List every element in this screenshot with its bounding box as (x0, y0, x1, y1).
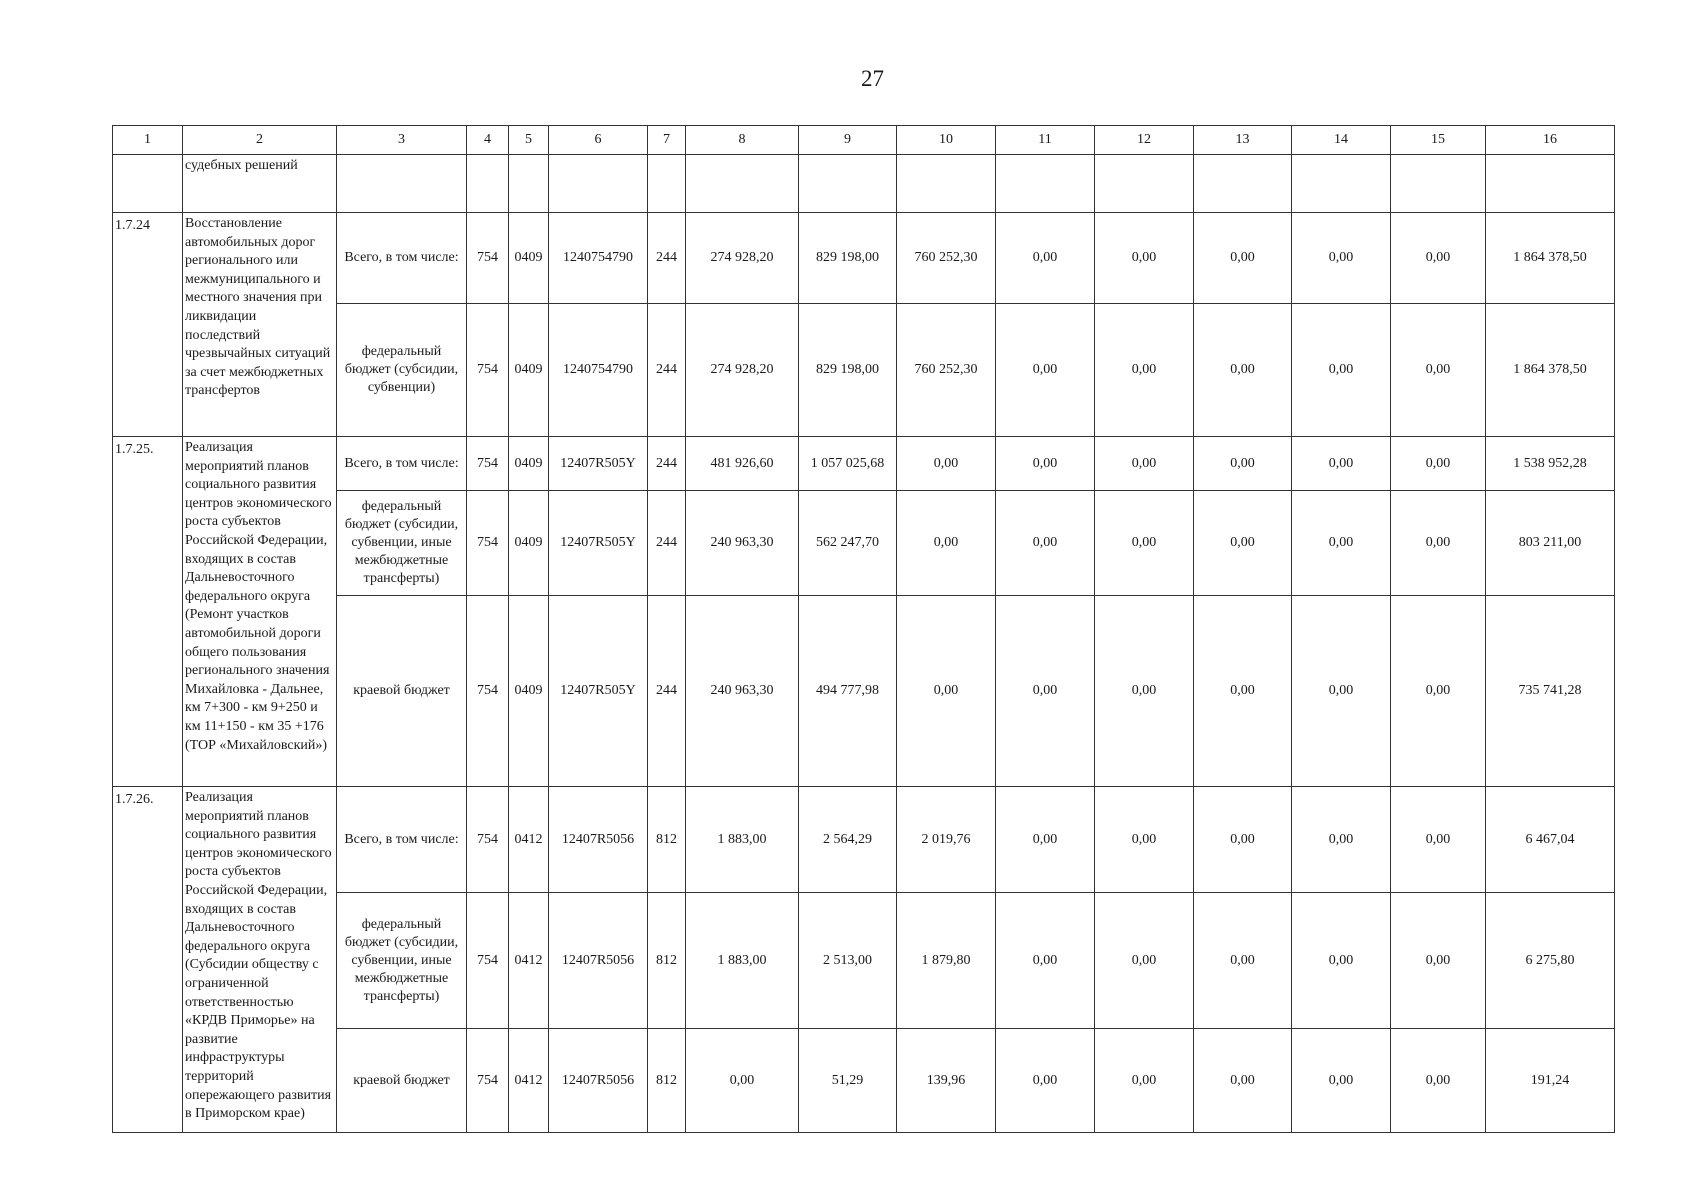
cell-c9: 829 198,00 (799, 304, 897, 437)
funding-source: краевой бюджет (337, 596, 467, 787)
cell-c5: 0409 (509, 491, 549, 596)
page-number: 27 (861, 66, 884, 91)
column-header: 11 (996, 126, 1095, 155)
cell-c16: 191,24 (1486, 1029, 1615, 1133)
table-row (113, 437, 1615, 491)
empty-cell (996, 155, 1095, 213)
funding-source: федеральный бюджет (субсидии, субвенции) (337, 304, 467, 437)
cell-c8: 240 963,30 (686, 491, 799, 596)
column-header: 16 (1486, 126, 1615, 155)
cell-c11: 0,00 (996, 1029, 1095, 1133)
cell-c10: 139,96 (897, 1029, 996, 1133)
cell-c6: 12407R5056 (549, 893, 648, 1029)
table-row (113, 213, 1615, 304)
column-header: 3 (337, 126, 467, 155)
item-name: Реализация мероприятий планов социального развития центров экономического роста субъектов Российской Федерации, входящих в состав Дальневосточного федерального округа (Субсидии обществу с ограниченной ответственностью «КРДВ Приморье» на развитие инфраструктуры территорий опережающего развития в Приморском крае) (183, 787, 337, 1133)
empty-cell (1292, 155, 1391, 213)
funding-source: федеральный бюджет (субсидии, субвенции, иные межбюджетные трансферты) (337, 491, 467, 596)
funding-source: Всего, в том числе: (337, 437, 467, 491)
cell-c8: 274 928,20 (686, 304, 799, 437)
cell-c14: 0,00 (1292, 893, 1391, 1029)
cell-c7: 244 (648, 437, 686, 491)
cell-c7: 244 (648, 596, 686, 787)
cell-c8: 274 928,20 (686, 213, 799, 304)
column-header: 13 (1194, 126, 1292, 155)
cell-c11: 0,00 (996, 596, 1095, 787)
cell-c16: 6 467,04 (1486, 787, 1615, 893)
column-header: 8 (686, 126, 799, 155)
budget-table (112, 125, 1615, 1133)
cell-c16: 6 275,80 (1486, 893, 1615, 1029)
empty-cell (1391, 155, 1486, 213)
cell-c15: 0,00 (1391, 596, 1486, 787)
cell-c8: 0,00 (686, 1029, 799, 1133)
cell-c9: 829 198,00 (799, 213, 897, 304)
cell-c7: 812 (648, 893, 686, 1029)
cell-c7: 244 (648, 213, 686, 304)
column-header: 2 (183, 126, 337, 155)
cell-c5: 0409 (509, 596, 549, 787)
cell-c12: 0,00 (1095, 596, 1194, 787)
cell-c8: 1 883,00 (686, 787, 799, 893)
cell-c6: 1240754790 (549, 304, 648, 437)
cell-c12: 0,00 (1095, 787, 1194, 893)
empty-cell (1194, 155, 1292, 213)
cell-c10: 0,00 (897, 437, 996, 491)
cell-c14: 0,00 (1292, 787, 1391, 893)
empty-cell (1095, 155, 1194, 213)
cell-c8: 481 926,60 (686, 437, 799, 491)
cell-c15: 0,00 (1391, 491, 1486, 596)
cell-c4: 754 (467, 491, 509, 596)
cell-c11: 0,00 (996, 491, 1095, 596)
cell-c8: 1 883,00 (686, 893, 799, 1029)
cell-c15: 0,00 (1391, 213, 1486, 304)
empty-cell (549, 155, 648, 213)
cell-c12: 0,00 (1095, 304, 1194, 437)
cell-c13: 0,00 (1194, 893, 1292, 1029)
cell-c12: 0,00 (1095, 893, 1194, 1029)
continuation-text: судебных решений (183, 155, 337, 213)
cell-c4: 754 (467, 213, 509, 304)
cell-c4: 754 (467, 304, 509, 437)
item-index: 1.7.24 (113, 213, 183, 437)
column-header: 4 (467, 126, 509, 155)
column-header: 9 (799, 126, 897, 155)
cell-c7: 812 (648, 787, 686, 893)
empty-cell (113, 155, 183, 213)
column-header: 12 (1095, 126, 1194, 155)
item-name: Реализация мероприятий планов социального развития центров экономического роста субъектов Российской Федерации, входящих в состав Дальневосточного федерального округа (Ремонт участков автомобильной дороги общего пользования регионального значения Михайловка - Дальнее, км 7+300 - км 9+250 и км 11+150 - км 35 +176 (ТОР «Михайловский») (183, 437, 337, 787)
cell-c16: 1 538 952,28 (1486, 437, 1615, 491)
cell-c7: 244 (648, 491, 686, 596)
cell-c9: 494 777,98 (799, 596, 897, 787)
cell-c6: 1240754790 (549, 213, 648, 304)
cell-c12: 0,00 (1095, 491, 1194, 596)
cell-c10: 760 252,30 (897, 213, 996, 304)
cell-c5: 0412 (509, 893, 549, 1029)
column-header: 6 (549, 126, 648, 155)
cell-c13: 0,00 (1194, 213, 1292, 304)
cell-c7: 244 (648, 304, 686, 437)
cell-c11: 0,00 (996, 787, 1095, 893)
cell-c16: 1 864 378,50 (1486, 213, 1615, 304)
cell-c10: 1 879,80 (897, 893, 996, 1029)
cell-c7: 812 (648, 1029, 686, 1133)
column-header: 7 (648, 126, 686, 155)
cell-c10: 760 252,30 (897, 304, 996, 437)
cell-c10: 2 019,76 (897, 787, 996, 893)
cell-c13: 0,00 (1194, 491, 1292, 596)
empty-cell (648, 155, 686, 213)
cell-c11: 0,00 (996, 304, 1095, 437)
cell-c10: 0,00 (897, 491, 996, 596)
cell-c13: 0,00 (1194, 596, 1292, 787)
item-index: 1.7.25. (113, 437, 183, 787)
cell-c5: 0409 (509, 304, 549, 437)
cell-c4: 754 (467, 893, 509, 1029)
cell-c12: 0,00 (1095, 1029, 1194, 1133)
cell-c11: 0,00 (996, 893, 1095, 1029)
cell-c6: 12407R505Y (549, 596, 648, 787)
cell-c8: 240 963,30 (686, 596, 799, 787)
empty-cell (897, 155, 996, 213)
empty-cell (467, 155, 509, 213)
cell-c15: 0,00 (1391, 893, 1486, 1029)
cell-c9: 2 564,29 (799, 787, 897, 893)
header-row (113, 126, 1615, 155)
cell-c15: 0,00 (1391, 437, 1486, 491)
cell-c11: 0,00 (996, 213, 1095, 304)
cell-c9: 51,29 (799, 1029, 897, 1133)
cell-c10: 0,00 (897, 596, 996, 787)
cell-c15: 0,00 (1391, 1029, 1486, 1133)
cell-c5: 0409 (509, 213, 549, 304)
table-row (113, 1029, 1615, 1133)
table-row (113, 491, 1615, 596)
table-row (113, 787, 1615, 893)
cell-c15: 0,00 (1391, 304, 1486, 437)
cell-c5: 0412 (509, 787, 549, 893)
cell-c5: 0412 (509, 1029, 549, 1133)
table-row (113, 304, 1615, 437)
cell-c6: 12407R505Y (549, 437, 648, 491)
cell-c16: 1 864 378,50 (1486, 304, 1615, 437)
continuation-row (113, 155, 1615, 213)
item-index: 1.7.26. (113, 787, 183, 1133)
empty-cell (337, 155, 467, 213)
cell-c14: 0,00 (1292, 437, 1391, 491)
cell-c6: 12407R5056 (549, 787, 648, 893)
cell-c16: 735 741,28 (1486, 596, 1615, 787)
cell-c14: 0,00 (1292, 491, 1391, 596)
empty-cell (509, 155, 549, 213)
funding-source: краевой бюджет (337, 1029, 467, 1133)
column-header: 15 (1391, 126, 1486, 155)
column-header: 14 (1292, 126, 1391, 155)
cell-c4: 754 (467, 437, 509, 491)
empty-cell (686, 155, 799, 213)
cell-c12: 0,00 (1095, 213, 1194, 304)
cell-c12: 0,00 (1095, 437, 1194, 491)
cell-c6: 12407R505Y (549, 491, 648, 596)
cell-c14: 0,00 (1292, 596, 1391, 787)
column-header: 10 (897, 126, 996, 155)
cell-c13: 0,00 (1194, 437, 1292, 491)
cell-c4: 754 (467, 1029, 509, 1133)
cell-c14: 0,00 (1292, 213, 1391, 304)
empty-cell (1486, 155, 1615, 213)
cell-c13: 0,00 (1194, 1029, 1292, 1133)
cell-c6: 12407R5056 (549, 1029, 648, 1133)
cell-c9: 2 513,00 (799, 893, 897, 1029)
item-name: Восстановление автомобильных дорог регионального или межмуниципального и местного значения при ликвидации последствий чрезвычайных ситуаций за счет межбюджетных трансфертов (183, 213, 337, 437)
cell-c9: 562 247,70 (799, 491, 897, 596)
column-header: 5 (509, 126, 549, 155)
cell-c4: 754 (467, 596, 509, 787)
cell-c11: 0,00 (996, 437, 1095, 491)
funding-source: Всего, в том числе: (337, 787, 467, 893)
funding-source: Всего, в том числе: (337, 213, 467, 304)
cell-c16: 803 211,00 (1486, 491, 1615, 596)
cell-c14: 0,00 (1292, 304, 1391, 437)
cell-c9: 1 057 025,68 (799, 437, 897, 491)
cell-c13: 0,00 (1194, 304, 1292, 437)
cell-c4: 754 (467, 787, 509, 893)
empty-cell (799, 155, 897, 213)
column-header: 1 (113, 126, 183, 155)
table-row (113, 596, 1615, 787)
cell-c15: 0,00 (1391, 787, 1486, 893)
cell-c13: 0,00 (1194, 787, 1292, 893)
cell-c14: 0,00 (1292, 1029, 1391, 1133)
table-row (113, 893, 1615, 1029)
funding-source: федеральный бюджет (субсидии, субвенции, иные межбюджетные трансферты) (337, 893, 467, 1029)
cell-c5: 0409 (509, 437, 549, 491)
